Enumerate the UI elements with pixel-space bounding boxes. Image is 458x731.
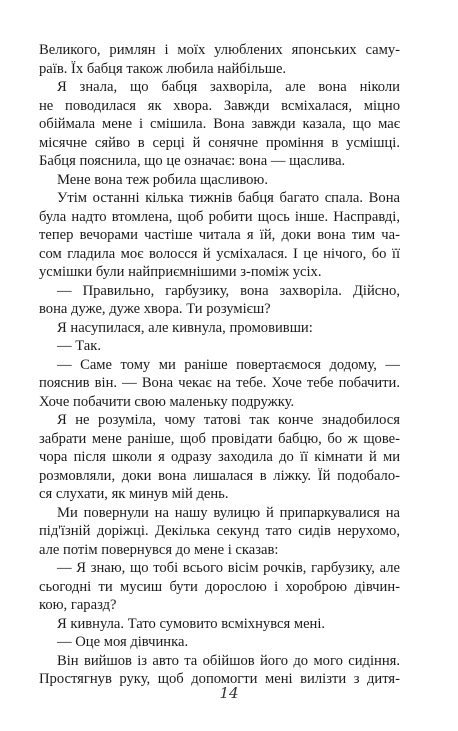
text-line: раїв. Їх бабця також любила найбільше. [39, 60, 287, 77]
text-line: забрати мене раніше, щоб провідати бабцю, бо ж щове- [39, 430, 400, 447]
text-line: місячне сяйво в серці й сонячне проміння в усмішці. [39, 134, 400, 151]
text-line: Мене вона теж робила щасливою. [57, 171, 268, 188]
text-line: але потім повернувся до мене і сказав: [39, 541, 279, 558]
text-line: була надто втомлена, щоб робити щось інше. Насправді, [39, 208, 400, 225]
text-line: — Я знаю, що тобі всього вісім рочків, гарбузику, але [57, 560, 400, 576]
text-line: не поводилася як хвора. Завжди всміхалася, міцно [39, 97, 400, 114]
text-line: тепер вечорами частіше читала я їй, доки вона тим ча- [39, 227, 400, 243]
text-line: Ми повернули на нашу вулицю й припаркувалися на [57, 504, 400, 521]
text-line: пояснив він. — Вона чекає на тебе. Хоче тебе побачити. [39, 375, 400, 391]
text-line: під'їзній доріжці. Декілька секунд тато сидів нерухомо, [39, 523, 400, 539]
text-line: Я знала, що бабця захворіла, але вона ніколи [57, 79, 400, 95]
text-line: розмовляли, доки вона лишалася в ліжку. Їй подобало- [39, 467, 400, 484]
text-line: Я не розуміла, чому татові так конче знадобилося [57, 412, 400, 428]
page-number: 14 [219, 684, 239, 702]
text-line: — Правильно, гарбузику, вона захворіла. Дійсно, [57, 282, 400, 299]
text-line: сом гладила моє волосся й усміхалася. І це нічого, бо її [39, 245, 400, 262]
text-line: Великого, римлян і моїх улюблених японських саму- [39, 42, 400, 58]
text-line: сьогодні ти мусиш бути дорослою і хороброю дівчин- [39, 578, 400, 595]
text-line: вона дуже, дуже хвора. Ти розумієш? [39, 301, 271, 317]
text-line: — Так. [57, 338, 102, 354]
text-line: Простягнув руку, щоб допомогти мені вилізти з дитя- [39, 671, 400, 687]
text-line: — Оце моя дівчинка. [57, 634, 189, 650]
text-line: обіймала мене і смішила. Вона завжди казала, що має [39, 116, 400, 132]
text-line: ся слухати, як минув мій день. [39, 486, 229, 502]
text-line: кою, гаразд? [39, 597, 117, 613]
text-line: — Саме тому ми раніше повертаємося додому, — [57, 356, 400, 373]
text-line: Я кивнула. Тато сумовито всміхнувся мені. [57, 615, 326, 632]
text-line: Утім останні кілька тижнів бабця багато спала. Вона [57, 190, 400, 206]
text-line: Він вийшов із авто та обійшов його до мого сидіння. [57, 652, 400, 669]
text-line: Хоче побачити свою маленьку подружку. [39, 393, 295, 410]
text-line: Я насупилася, але кивнула, промовивши: [57, 319, 313, 336]
text-line: усмішки були найприємнішими з-поміж усіх. [39, 264, 322, 280]
text-line: Бабця пояснила, що це означає: вона — щаслива. [39, 153, 346, 169]
text-line: чора після школи я одразу заходила до її кімнати й ми [39, 449, 400, 465]
